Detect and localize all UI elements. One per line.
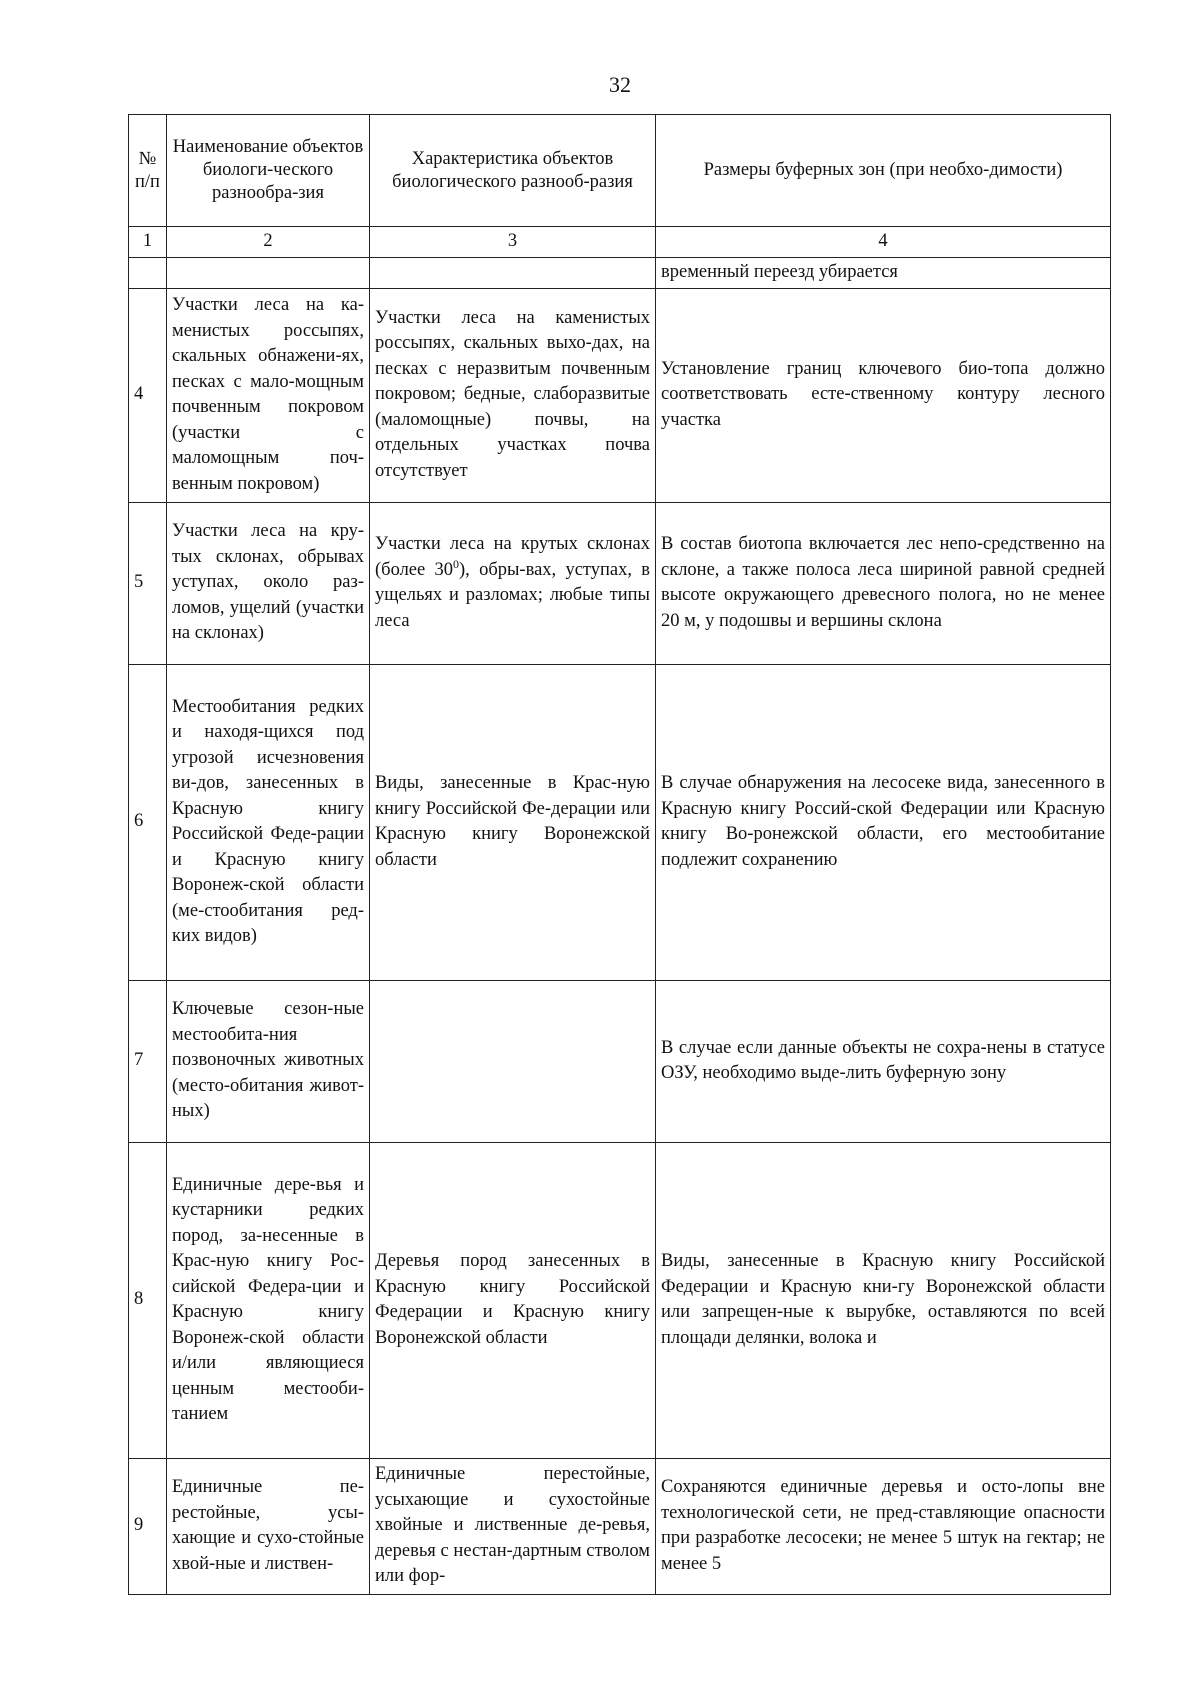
row-number: 4 [129, 288, 167, 502]
header-buffer: Размеры буферных зон (при необхо-димости) [656, 115, 1111, 227]
row-name: Местообитания редких и находя-щихся под угрозой исчезновения ви-дов, занесенных в Красную книгу Российской Феде-рации и Красную книгу Воронеж-ской области (ме-стообитания ред-ких видов) [167, 664, 370, 980]
column-index: 3 [370, 227, 656, 258]
header-num: № п/п [129, 115, 167, 227]
row-number: 6 [129, 664, 167, 980]
table-row [129, 980, 1111, 1142]
table-row [129, 1142, 1111, 1458]
column-index-row [129, 227, 1111, 258]
row-characteristics: Единичные перестойные, усыхающие и сухостойные хвойные и лиственные де-ревья, деревья с нестан-дартным стволом или фор- [370, 1458, 656, 1594]
row-name: Участки леса на ка-менистых россыпях, скальных обнажени-ях, песках с мало-мощным почвенным покровом (участки с маломощным поч-венным покровом) [167, 288, 370, 502]
table-header-row [129, 115, 1111, 227]
row-characteristics: Виды, занесенные в Крас-ную книгу Российской Фе-дерации или Красную книгу Воронежской области [370, 664, 656, 980]
row-characteristics: Участки леса на крутых склонах (более $30^0$), обры-вах, уступах, в ущельях и разломах; любые типы леса [370, 502, 656, 664]
column-index: 1 [129, 227, 167, 258]
row-name: Ключевые сезон-ные местообита-ния позвоночных животных (место-обитания живот-ных) [167, 980, 370, 1142]
row-number: 8 [129, 1142, 167, 1458]
row-buffer: В случае если данные объекты не сохра-нены в статусе ОЗУ, необходимо выде-лить буферную зону [656, 980, 1111, 1142]
table-row [129, 288, 1111, 502]
header-characteristics: Характеристика объектов биологического разнооб-разия [370, 115, 656, 227]
row-name: Участки леса на кру-тых склонах, обрывах уступах, около раз-ломов, ущелий (участки на склонах) [167, 502, 370, 664]
row-characteristics: Деревья пород занесенных в Красную книгу Российской Федерации и Красную книгу Воронежской области [370, 1142, 656, 1458]
column-index: 4 [656, 227, 1111, 258]
row-buffer: В состав биотопа включается лес непо-средственно на склоне, а также полоса леса шириной равной средней высоте окружающего древесного полога, но не менее 20 м, у подошвы и вершины склона [656, 502, 1111, 664]
row-buffer: В случае обнаружения на лесосеке вида, занесенного в Красную книгу Россий-ской Федерации или Красную книгу Во-ронежской области, его местообитание подлежит сохранению [656, 664, 1111, 980]
row-characteristics [370, 980, 656, 1142]
page-number: 32 [609, 72, 631, 97]
row-characteristics: Участки леса на каменистых россыпях, скальных выхо-дах, на песках с неразвитым почвенным покровом; бедные, слаборазвитые (маломощные) почвы, на отдельных участках почва отсутствует [370, 288, 656, 502]
row-number: 5 [129, 502, 167, 664]
degree-superscript: 0 [453, 556, 460, 571]
row-name: Единичные дере-вья и кустарники редких пород, за-несенные в Крас-ную книгу Рос-сийской Федера-ции и Красную книгу Воронеж-ской области и/или являющиеся ценным местооби-танием [167, 1142, 370, 1458]
header-name: Наименование объектов биологи-ческого разнообра-зия [167, 115, 370, 227]
table-row [129, 502, 1111, 664]
row-name: Единичные пе-рестойные, усы-хающие и сухо-стойные хвой-ные и листвен- [167, 1458, 370, 1594]
table-row [129, 1458, 1111, 1594]
row-number: 9 [129, 1458, 167, 1594]
row-buffer: Установление границ ключевого био-топа должно соответствовать есте-ственному контуру лесного участка [656, 288, 1111, 502]
row-buffer: Виды, занесенные в Красную книгу Российской Федерации и Красную кни-гу Воронежской области или запрещен-ные к вырубке, оставляются по всей площади делянки, волока и [656, 1142, 1111, 1458]
table-row-continuation [129, 258, 1111, 289]
continuation-text: временный переезд убирается [656, 258, 1111, 289]
column-index: 2 [167, 227, 370, 258]
row-buffer: Сохраняются единичные деревья и осто-лопы вне технологической сети, не пред-ставляющие опасности при разработке лесосеки; не менее 5 штук на гектар; не менее 5 [656, 1458, 1111, 1594]
row-number: 7 [129, 980, 167, 1142]
table-row [129, 664, 1111, 980]
biodiversity-table [128, 114, 1111, 1595]
